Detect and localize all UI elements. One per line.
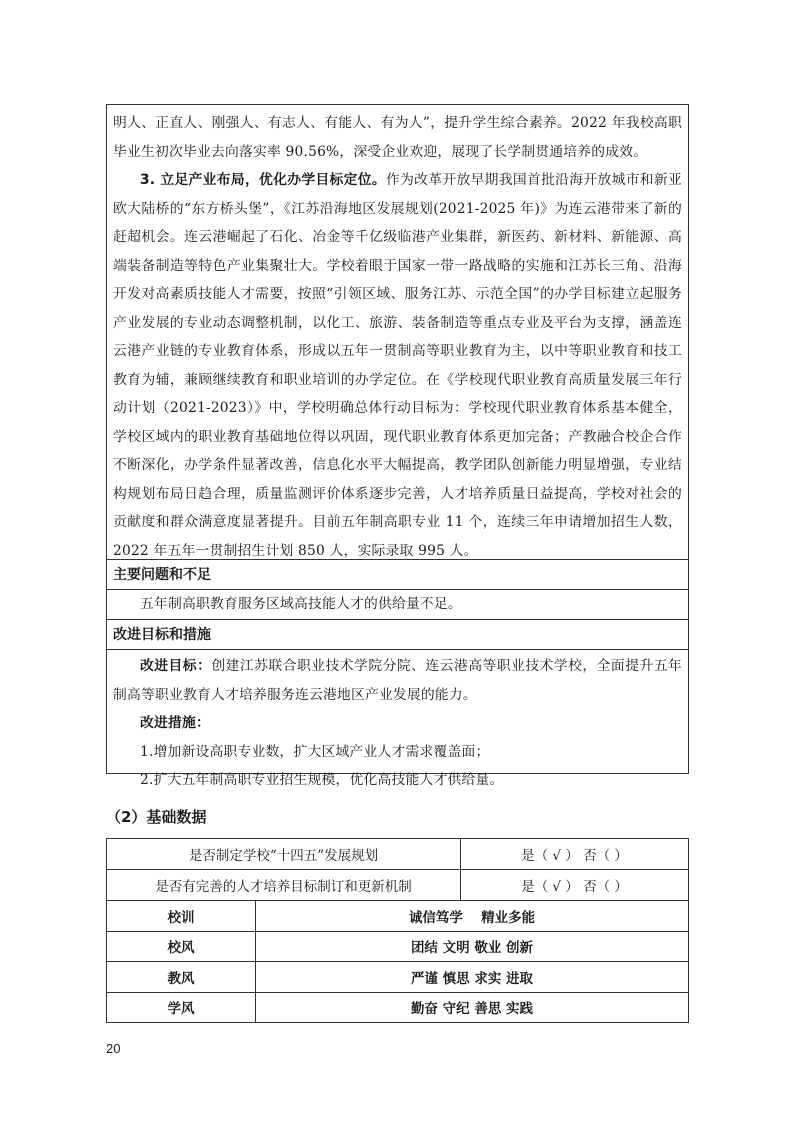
- measure-item-2: 2.扩大五年制高职专业招生规模，优化高技能人才供给量。: [140, 772, 504, 788]
- check-row: [107, 839, 689, 870]
- page-number: 20: [106, 1041, 121, 1056]
- paragraph-lead: 3. 立足产业布局，优化办学目标定位。: [140, 172, 386, 188]
- motto-value: 严谨 慎思 求实 进取: [256, 962, 689, 993]
- check-row: [107, 870, 689, 901]
- check-answer: 是（ √ ） 否（ ）: [461, 870, 689, 901]
- check-answer: 是（ √ ） 否（ ）: [461, 839, 689, 870]
- problems-row: [107, 590, 688, 620]
- problems-header: 主要问题和不足: [107, 560, 688, 590]
- improve-row: [107, 650, 688, 794]
- section-title: （2）基础数据: [106, 808, 207, 826]
- measure-item-1: 1.增加新设高职专业数，扩大区域产业人才需求覆盖面；: [140, 743, 490, 760]
- goal-text: 创建江苏联合职业技术学院分院、连云港高等职业技术学校，全面提升五年制高等职业教育人才培养服务连云港地区产业发展的能力。: [113, 658, 682, 703]
- paragraph-continuation: 明人、正直人、刚强人、有志人、有能人、有为人”，提升学生综合素养。2022 年我校高职毕业生初次毕业去向落实率 90.56%，深受企业欢迎，展现了长学制贯通培养的成效。: [113, 115, 682, 160]
- achievement-row: [107, 105, 688, 560]
- motto-row: [107, 992, 689, 1023]
- improve-header: 改进目标和措施: [107, 620, 688, 650]
- motto-label: 教风: [107, 962, 256, 993]
- motto-row: [107, 962, 689, 993]
- check-question: 是否有完善的人才培养目标制订和更新机制: [107, 870, 461, 901]
- paragraph-industry-layout: [107, 166, 688, 565]
- motto-label: 校风: [107, 931, 256, 962]
- motto-row: [107, 901, 689, 932]
- motto-value: 勤奋 守纪 善思 实践: [256, 992, 689, 1023]
- motto-label: 学风: [107, 992, 256, 1023]
- check-question: 是否制定学校“十四五”发展规划: [107, 839, 461, 870]
- motto-row: [107, 931, 689, 962]
- problems-text: 五年制高职教育服务区域高技能人才的供给量不足。: [140, 596, 462, 612]
- motto-value: 团结 文明 敬业 创新: [256, 931, 689, 962]
- measures-label: 改进措施：: [140, 715, 210, 731]
- paragraph-body: 作为改革开放早期我国首批沿海开放城市和新亚欧大陆桥的“东方桥头堡”，《江苏沿海地区发展规划(2021-2025 年)》为连云港带来了新的赶超机会。连云港崛起了石化、冶金等千亿级临港产业集群，新医药、新材料、新能源、高端装备制造等特色产业集聚壮大。学校着眼于国家一带一路战略的实施和江苏长三角、沿海开发对高素质技能人才需要，按照“引领区域、服务江苏、示范全国”的办学目标建立起服务产业发展的专业动态调整机制，以化工、旅游、装备制造等重点专业及平台为支撑，涵盖连云港产业链的专业教育体系，形成以五年一贯制高等职业教育为主，以中等职业教育和技工教育为辅，兼顾继续教育和职业培训的办学定位。在《学校现代职业教育高质量发展三年行动计划（2021-2023）》中，学校明确总体行动目标为：学校现代职业教育体系基本健全，学校区域内的职业教育基础地位得以巩固，现代职业教育体系更加完备；产教融合校企合作不断深化，办学条件显著改善，信息化水平大幅提高，教学团队创新能力明显增强，专业结构规划布局日趋合理，质量监测评价体系逐步完善，人才培养质量日益提高，学校对社会的贡献度和群众满意度显著提升。目前五年制高职专业 11 个，连续三年申请增加招生人数，2022 年五年一贯制招生计划 850 人，实际录取 995 人。: [113, 172, 682, 559]
- motto-table: [106, 900, 689, 1023]
- goal-paragraph: [107, 650, 688, 709]
- checklist-table: [106, 838, 689, 901]
- motto-value: 诚信笃学 精业多能: [256, 901, 689, 932]
- summary-table: [106, 104, 689, 788]
- motto-label: 校训: [107, 901, 256, 932]
- goal-label: 改进目标：: [140, 658, 212, 674]
